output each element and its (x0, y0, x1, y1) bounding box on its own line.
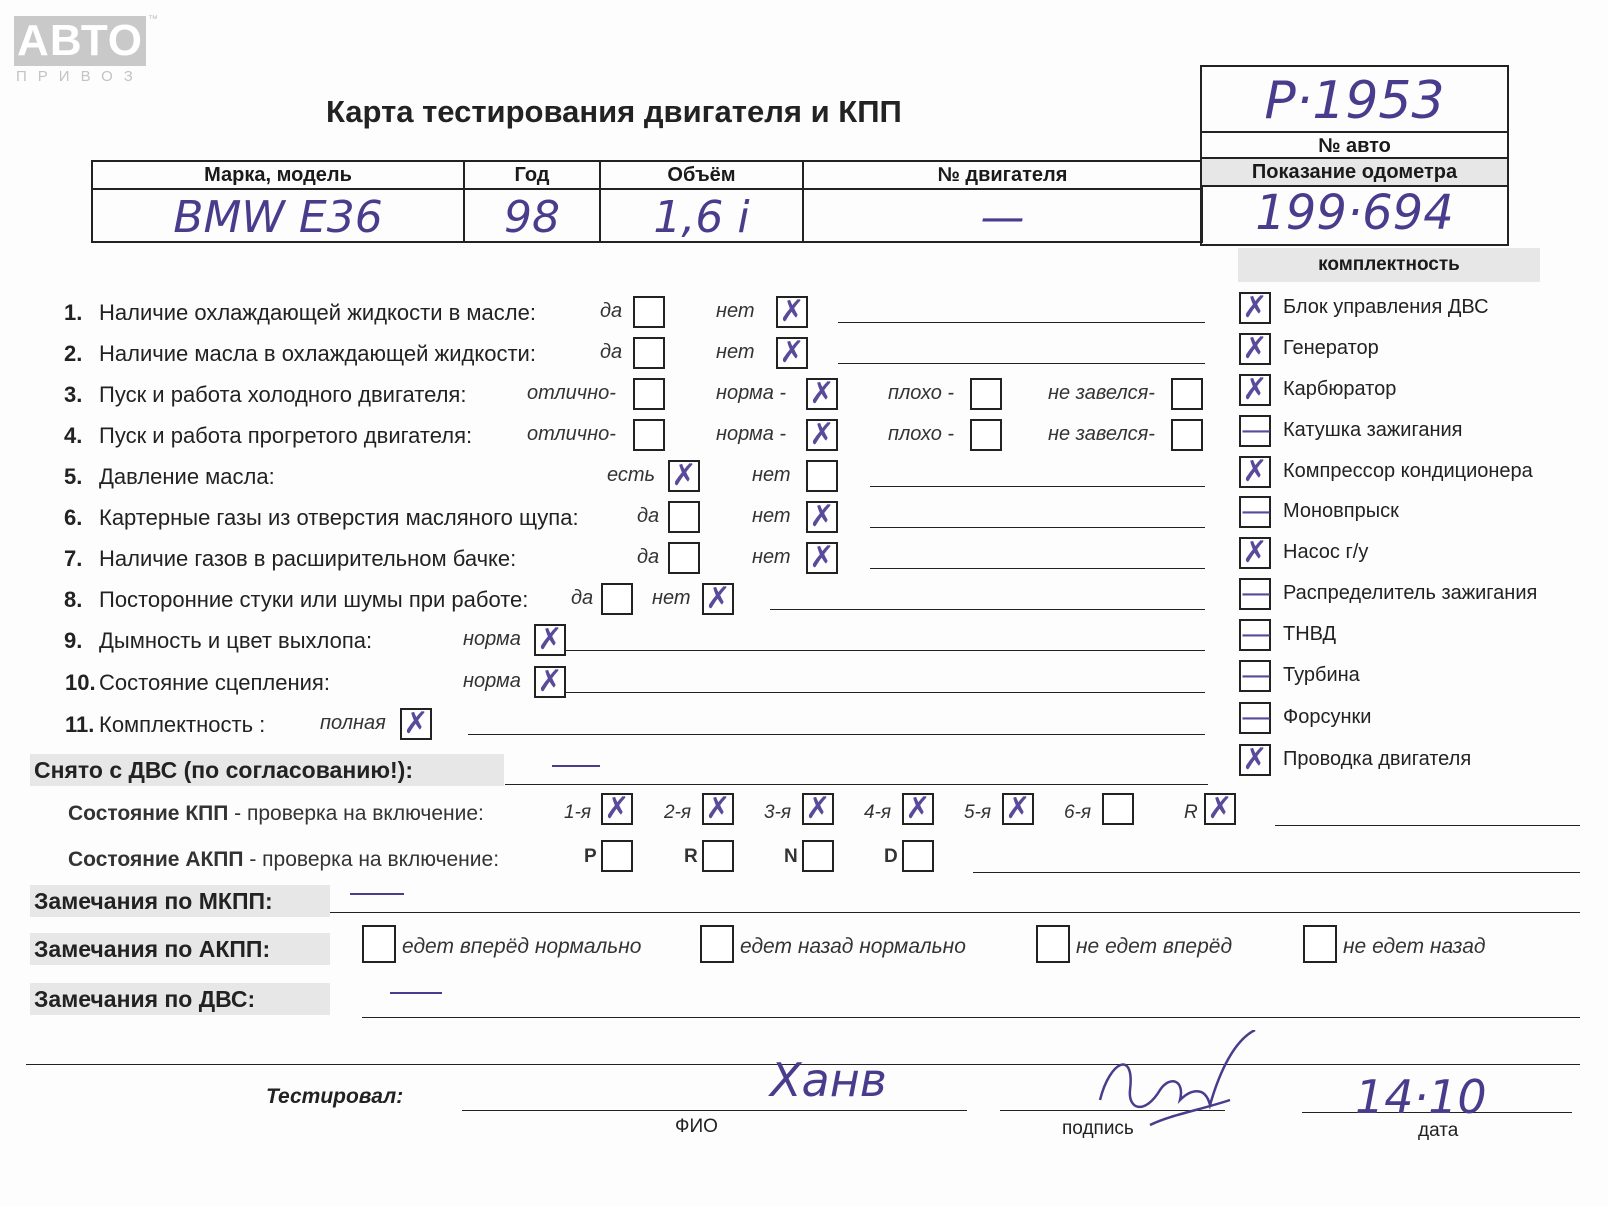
akpp-label-rest: - проверка на включение: (243, 848, 500, 871)
remark-checkbox[interactable] (1303, 925, 1337, 963)
odometer-value: 199·694 (1255, 185, 1454, 241)
question-number: 5. (64, 464, 83, 489)
mkpp-remarks-line (330, 912, 1580, 913)
gear-label: 2-я (664, 802, 692, 823)
check-mark: ✗ (705, 581, 731, 616)
engine-number-cell (803, 189, 1202, 242)
volume-cell (600, 189, 803, 242)
check-mark: ✗ (671, 458, 697, 493)
option-label: нет (716, 300, 755, 322)
odometer-label: Показание одометра (1202, 157, 1507, 187)
remark-option-label: не едет назад (1343, 935, 1486, 958)
remark-checkbox[interactable] (1036, 925, 1070, 963)
option-checkbox[interactable] (601, 583, 633, 615)
check-mark: ✗ (1207, 791, 1233, 826)
gear-checkbox[interactable] (902, 840, 934, 872)
car-number-value: Р·1953 (1264, 71, 1445, 131)
question-number: 3. (64, 382, 83, 407)
kpp-label-bold: Состояние КПП (68, 802, 229, 825)
kit-item-label: Компрессор кондиционера (1283, 460, 1533, 482)
kit-item-label: Форсунки (1283, 706, 1372, 728)
kit-checkbox[interactable] (1239, 333, 1271, 365)
option-label: отлично- (527, 382, 616, 404)
question-text: Пуск и работа прогретого двигателя: (99, 423, 473, 448)
option-checkbox[interactable] (633, 419, 665, 451)
gear-checkbox[interactable] (802, 793, 834, 825)
gear-checkbox[interactable] (802, 840, 834, 872)
gear-label: N (784, 846, 798, 867)
tested-by-label: Тестировал: (266, 1085, 404, 1108)
page-title: Карта тестирования двигателя и КПП (326, 94, 902, 129)
answer-line (566, 650, 1205, 651)
name-value: Ханв (770, 1053, 887, 1107)
question-text: Состояние сцепления: (99, 670, 330, 695)
gear-label: 4-я (864, 802, 892, 823)
option-checkbox[interactable] (534, 624, 566, 656)
gear-checkbox[interactable] (702, 840, 734, 872)
answer-line (870, 568, 1205, 569)
gear-checkbox[interactable] (1002, 793, 1034, 825)
name-caption: ФИО (675, 1116, 718, 1137)
option-checkbox[interactable] (702, 583, 734, 615)
kit-checkbox[interactable] (1239, 744, 1271, 776)
question-number: 1. (64, 300, 83, 325)
model-value: BMW E36 (173, 192, 383, 243)
gear-checkbox[interactable] (1102, 793, 1134, 825)
option-label: норма (463, 628, 521, 650)
answer-line (870, 527, 1205, 528)
date-caption: дата (1418, 1120, 1459, 1141)
check-mark: ✗ (1242, 535, 1268, 570)
remark-option-label: не едет вперёд (1076, 935, 1233, 958)
kit-item-label: Проводка двигателя (1283, 748, 1472, 770)
option-label: норма (463, 670, 521, 692)
option-checkbox[interactable] (1171, 419, 1203, 451)
option-label: есть (607, 464, 656, 486)
dash-mark: — (1241, 494, 1271, 529)
kit-item-label: Генератор (1283, 337, 1379, 359)
year-label: Год (464, 161, 600, 189)
check-mark: ✗ (403, 706, 429, 741)
question-text: Посторонние стуки или шумы при работе: (99, 587, 529, 612)
kit-checkbox[interactable] (1239, 702, 1271, 734)
option-label: плохо - (888, 423, 955, 445)
mkpp-remarks-label: Замечания по МКПП: (30, 885, 330, 917)
question-number: 10. (65, 670, 96, 695)
gear-checkbox[interactable] (601, 840, 633, 872)
check-mark: ✗ (809, 499, 835, 534)
vehicle-header-table (91, 160, 1203, 243)
dash-mark: — (1241, 658, 1271, 693)
question-number: 8. (64, 587, 83, 612)
kit-item-label: Катушка зажигания (1283, 419, 1463, 441)
logo-trademark: ™ (148, 14, 158, 25)
answer-line (838, 322, 1205, 323)
check-mark: ✗ (905, 791, 931, 826)
gear-checkbox[interactable] (1204, 793, 1236, 825)
kit-item-label: Моновпрыск (1283, 500, 1399, 522)
name-line (462, 1110, 967, 1111)
option-checkbox[interactable] (970, 378, 1002, 410)
akpp-label-bold: Состояние АКПП (68, 848, 244, 871)
option-label: полная (320, 712, 386, 734)
kit-item-label: ТНВД (1283, 623, 1337, 645)
check-mark: ✗ (809, 540, 835, 575)
check-mark: ✗ (809, 376, 835, 411)
option-label: да (600, 341, 623, 363)
logo-sub-text: ПРИВОЗ (16, 68, 144, 85)
date-value: 14·10 (1355, 1070, 1487, 1124)
remark-option-label: едет назад нормально (740, 935, 966, 958)
question-text: Пуск и работа холодного двигателя: (99, 382, 467, 407)
answer-line (770, 609, 1205, 610)
option-label: нет (752, 505, 791, 527)
answer-line (566, 692, 1205, 693)
logo-main-text: АВТО (14, 16, 146, 66)
gear-label: 3-я (764, 802, 792, 823)
volume-value: 1,6 i (653, 192, 750, 243)
option-label: нет (752, 546, 791, 568)
gear-label: 5-я (964, 802, 992, 823)
kit-item-label: Турбина (1283, 664, 1360, 686)
mkpp-remarks-dash (350, 893, 404, 895)
engine-number-label: № двигателя (803, 161, 1202, 189)
option-label: да (600, 300, 623, 322)
check-mark: ✗ (779, 335, 805, 370)
option-checkbox[interactable] (534, 666, 566, 698)
option-checkbox[interactable] (633, 296, 665, 328)
option-checkbox[interactable] (970, 419, 1002, 451)
option-checkbox[interactable] (1171, 378, 1203, 410)
model-label: Марка, модель (92, 161, 464, 189)
engine-number-value: — (980, 192, 1025, 243)
kit-checkbox[interactable] (1239, 537, 1271, 569)
option-label: нет (652, 587, 691, 609)
option-label: да (637, 505, 660, 527)
answer-line (468, 734, 1205, 735)
kpp-line (1275, 825, 1580, 826)
question-text: Комплектность : (99, 712, 266, 737)
dash-mark: — (1241, 413, 1271, 448)
check-mark: ✗ (604, 791, 630, 826)
gear-checkbox[interactable] (601, 793, 633, 825)
option-label: да (571, 587, 594, 609)
check-mark: ✗ (809, 417, 835, 452)
car-info-box (1200, 65, 1509, 246)
gear-checkbox[interactable] (902, 793, 934, 825)
gear-label: R (684, 846, 698, 867)
dvs-remarks-line (362, 1017, 1580, 1018)
question-number: 2. (64, 341, 83, 366)
answer-line (870, 486, 1205, 487)
gear-label: R (1184, 802, 1198, 823)
question-number: 4. (64, 423, 83, 448)
option-checkbox[interactable] (668, 542, 700, 574)
option-checkbox[interactable] (668, 460, 700, 492)
year-value: 98 (504, 192, 560, 243)
option-checkbox[interactable] (806, 460, 838, 492)
option-checkbox[interactable] (806, 542, 838, 574)
question-text: Картерные газы из отверстия масляного щупа: (99, 505, 579, 530)
option-checkbox[interactable] (806, 419, 838, 451)
check-mark: ✗ (537, 664, 563, 699)
remark-option-label: едет вперёд нормально (402, 935, 642, 958)
question-number: 11. (65, 712, 95, 737)
car-number-label: № авто (1202, 131, 1507, 159)
gear-label: D (884, 846, 898, 867)
akpp-label (68, 848, 499, 872)
kit-checkbox[interactable] (1239, 578, 1271, 610)
check-mark: ✗ (1242, 290, 1268, 325)
question-text: Наличие масла в охлаждающей жидкости: (99, 341, 536, 366)
kit-checkbox[interactable] (1239, 374, 1271, 406)
question-number: 6. (64, 505, 83, 530)
kit-checkbox[interactable] (1239, 415, 1271, 447)
check-mark: ✗ (705, 791, 731, 826)
question-text: Давление масла: (99, 464, 275, 489)
check-mark: ✗ (805, 791, 831, 826)
gear-checkbox[interactable] (702, 793, 734, 825)
removed-label: Снято с ДВС (по согласованию!): (30, 754, 504, 786)
option-label: нет (716, 341, 755, 363)
kit-item-label: Карбюратор (1283, 378, 1397, 400)
option-label: норма - (716, 423, 787, 445)
kit-checkbox[interactable] (1239, 456, 1271, 488)
year-cell (464, 189, 600, 242)
option-label: не завелся- (1048, 423, 1155, 445)
removed-line (505, 784, 1208, 785)
check-mark: ✗ (1242, 331, 1268, 366)
dash-mark: — (1241, 576, 1271, 611)
option-checkbox[interactable] (633, 337, 665, 369)
dvs-remarks-dash (390, 992, 442, 994)
question-text: Наличие охлаждающей жидкости в масле: (99, 300, 536, 325)
option-checkbox[interactable] (806, 501, 838, 533)
kit-heading: комплектность (1238, 248, 1540, 282)
kit-item-label: Блок управления ДВС (1283, 296, 1489, 318)
kit-item-label: Насос г/у (1283, 541, 1369, 563)
option-label: да (637, 546, 660, 568)
kpp-label-rest: - проверка на включение: (228, 802, 484, 825)
gear-label: 6-я (1064, 802, 1092, 823)
check-mark: ✗ (1242, 372, 1268, 407)
kpp-label (68, 802, 484, 826)
answer-line (838, 363, 1205, 364)
option-label: не завелся- (1048, 382, 1155, 404)
model-cell (92, 189, 464, 242)
remark-checkbox[interactable] (362, 925, 396, 963)
remark-checkbox[interactable] (700, 925, 734, 963)
gear-label: P (584, 846, 597, 867)
option-label: нет (752, 464, 791, 486)
akpp-line (973, 872, 1580, 873)
akpp-remarks-label: Замечания по АКПП: (30, 933, 330, 965)
check-mark: ✗ (1242, 454, 1268, 489)
option-checkbox[interactable] (633, 378, 665, 410)
option-label: норма - (716, 382, 787, 404)
kit-checkbox[interactable] (1239, 292, 1271, 324)
kit-item-label: Распределитель зажигания (1283, 582, 1538, 604)
check-mark: ✗ (1005, 791, 1031, 826)
question-number: 7. (64, 546, 83, 571)
removed-dash (552, 765, 600, 767)
check-mark: ✗ (1242, 742, 1268, 777)
check-mark: ✗ (779, 294, 805, 329)
signature-caption: подпись (1062, 1118, 1134, 1139)
kit-checkbox[interactable] (1239, 619, 1271, 651)
option-checkbox[interactable] (806, 378, 838, 410)
question-text: Наличие газов в расширительном бачке: (99, 546, 517, 571)
option-label: отлично- (527, 423, 616, 445)
option-checkbox[interactable] (400, 708, 432, 740)
kit-checkbox[interactable] (1239, 496, 1271, 528)
volume-label: Объём (600, 161, 803, 189)
question-text: Дымность и цвет выхлопа: (99, 628, 373, 653)
dash-mark: — (1241, 700, 1271, 735)
check-mark: ✗ (537, 622, 563, 657)
option-checkbox[interactable] (776, 337, 808, 369)
option-label: плохо - (888, 382, 955, 404)
dash-mark: — (1241, 617, 1271, 652)
kit-checkbox[interactable] (1239, 660, 1271, 692)
option-checkbox[interactable] (668, 501, 700, 533)
gear-label: 1-я (564, 802, 592, 823)
option-checkbox[interactable] (776, 296, 808, 328)
dvs-remarks-label: Замечания по ДВС: (30, 983, 330, 1015)
question-number: 9. (64, 628, 83, 653)
